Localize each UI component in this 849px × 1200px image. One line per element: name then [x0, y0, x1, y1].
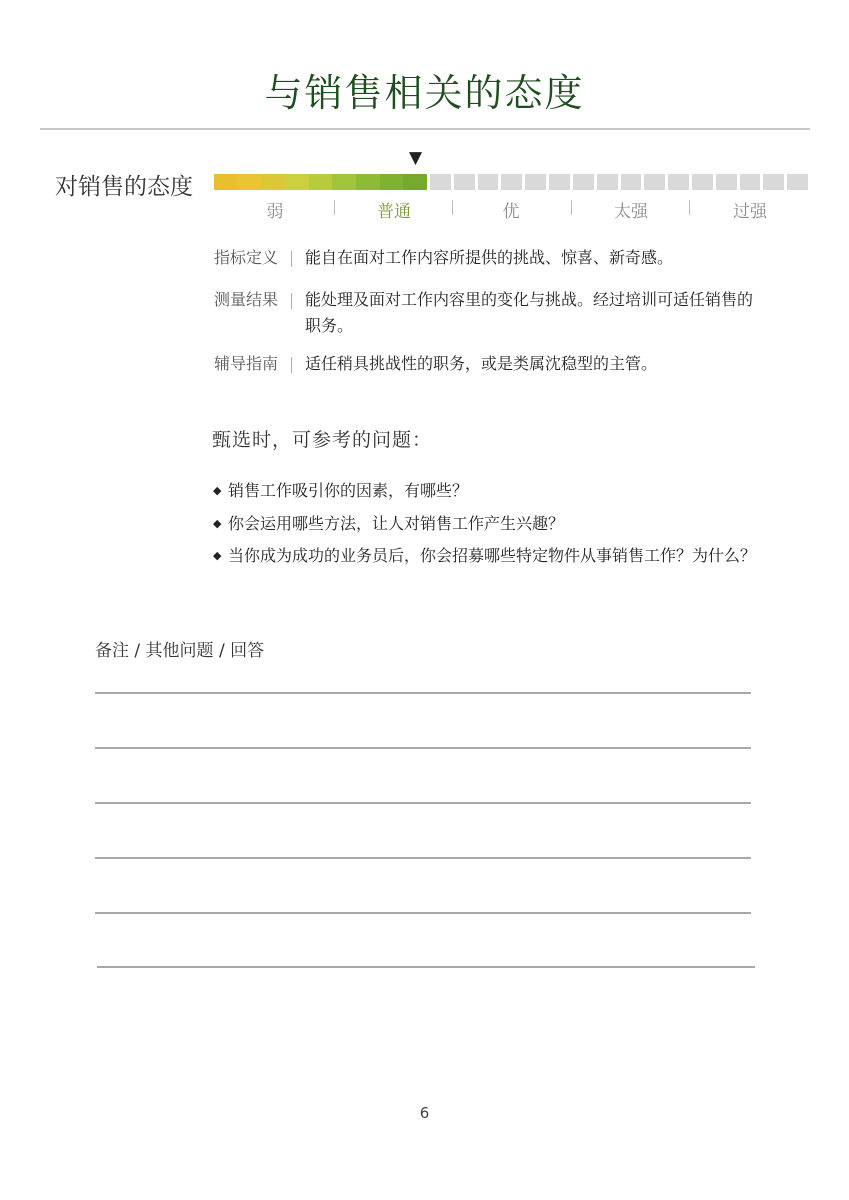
questions-heading: 甄选时，可参考的问题： [212, 429, 433, 451]
scale-label-normal: 普通 [377, 202, 411, 222]
diamond-bullet-icon: ◆ [213, 484, 222, 497]
list-item [213, 478, 468, 501]
scale-label-strong: 太强 [614, 202, 648, 222]
rating-segment-filled [403, 174, 427, 190]
rating-segment-filled [238, 174, 262, 190]
definition-key: 测量结果 [214, 290, 279, 309]
rating-segment-filled [332, 174, 356, 190]
trait-label: 对销售的态度 [55, 174, 193, 200]
rating-segment-filled [356, 174, 380, 190]
note-line[interactable] [95, 692, 751, 694]
rating-segment-empty [692, 174, 713, 190]
rating-segment-empty [573, 174, 594, 190]
scale-separator [689, 200, 690, 215]
rating-segment-filled [261, 174, 285, 190]
scale-separator [571, 200, 572, 215]
rating-segment-filled [309, 174, 333, 190]
diamond-bullet-icon: ◆ [213, 549, 222, 562]
definition-value: 适任稍具挑战性的职务，或是类属沈稳型的主管。 [305, 354, 658, 373]
scale-label-weak: 弱 [266, 202, 284, 222]
measurement-row [214, 287, 760, 339]
definition-separator [291, 357, 292, 373]
definition-row [214, 245, 760, 271]
note-line[interactable] [95, 857, 751, 859]
rating-segment-empty [644, 174, 665, 190]
note-line[interactable] [95, 802, 751, 804]
question-text: 你会运用哪些方法，让人对销售工作产生兴趣？ [228, 514, 565, 533]
rating-segment-empty [668, 174, 689, 190]
scale-label-too-strong: 过强 [733, 202, 767, 222]
list-item [213, 543, 756, 566]
title-divider [40, 128, 810, 130]
rating-bar [214, 174, 808, 190]
definition-value: 能自在面对工作内容所提供的挑战、惊喜、新奇感。 [305, 248, 674, 267]
page-title: 与销售相关的态度 [264, 71, 585, 115]
rating-segment-filled [380, 174, 404, 190]
rating-segment-empty [621, 174, 642, 190]
rating-segment-filled [214, 174, 238, 190]
scale-separator [334, 200, 335, 215]
rating-segment-empty [478, 174, 499, 190]
rating-segment-empty [525, 174, 546, 190]
notes-label: 备注 / 其他问题 / 回答 [95, 641, 265, 661]
note-line[interactable] [95, 912, 751, 914]
list-item [213, 511, 564, 534]
rating-segment-empty [716, 174, 737, 190]
rating-segment-empty [549, 174, 570, 190]
rating-segment-empty [763, 174, 784, 190]
scale-separator [452, 200, 453, 215]
guidance-row [214, 351, 760, 377]
rating-segment-empty [597, 174, 618, 190]
rating-pointer-icon: ▼ [409, 148, 423, 168]
rating-segment-empty [430, 174, 451, 190]
scale-label-good: 优 [502, 202, 520, 222]
rating-segment-empty [454, 174, 475, 190]
diamond-bullet-icon: ◆ [213, 517, 222, 530]
rating-segment-empty [787, 174, 808, 190]
rating-segment-empty [501, 174, 522, 190]
question-text: 当你成为成功的业务员后，你会招募哪些特定物件从事销售工作？为什么？ [228, 546, 757, 565]
definition-key: 指标定义 [214, 248, 279, 267]
definition-key: 辅导指南 [214, 354, 279, 373]
page-number: 6 [419, 1104, 430, 1122]
definition-separator [291, 251, 292, 267]
definition-separator [291, 293, 292, 309]
definition-value: 能处理及面对工作内容里的变化与挑战。经过培训可适任销售的职务。 [305, 290, 754, 335]
rating-segment-filled [285, 174, 309, 190]
note-line[interactable] [97, 966, 755, 968]
rating-segment-empty [740, 174, 761, 190]
question-text: 销售工作吸引你的因素，有哪些？ [228, 481, 469, 500]
note-line[interactable] [95, 747, 751, 749]
